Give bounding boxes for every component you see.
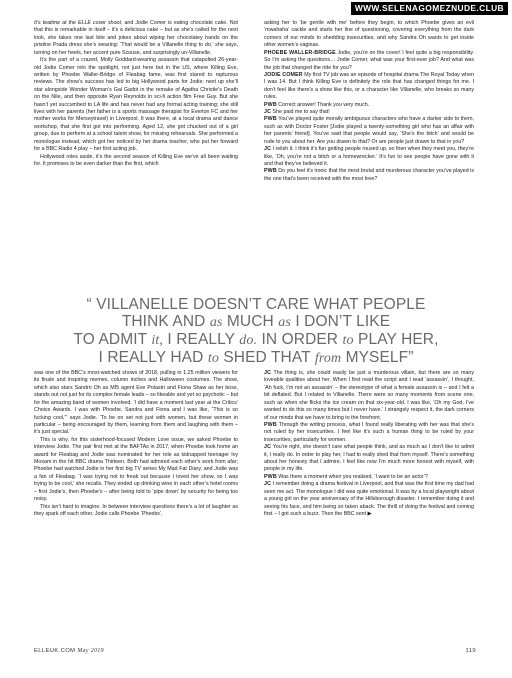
page-number: 119 bbox=[465, 648, 476, 654]
paragraph: It’s the part of a crazed, Molly Goddard-wearing assassin that catapulted 26-year-old Jodie Comer into the spotlight, not just here but in the US, where Killing Eve, written by Phoebe Waller-Bridge of Fleabag fame, was first stared to rapturous reviews. The show’s success has led to big Hollywood parts for Jodie: next up she’ll star alongside Wonder Woman’s Gal Gadot in the remake of Agatha Christie’s Death on the Nile, and then opposite Ryan Reynolds in sci-fi action film Free Guy. But she hasn’t yet succumbed to LA life and has never had any formal acting training; she still lives with her parents (her father is a sports massage therapist for Everton FC and her mother works for Merseytravel) in Liverpool. It was there, at a local drama and dance workshop, that she first got into performing. Aged 12, she got chucked out of a girl group, due to perform at a school talent show, for missing rehearsals. She performed a monologue instead, which got her noticed by her drama teacher, who put her forward for a BBC Radio 4 play – her first acting job. bbox=[34, 57, 238, 153]
article-column-top-left bbox=[34, 20, 238, 168]
footer-issue-date: May 2019 bbox=[77, 648, 104, 654]
paragraph: Hollywood roles aside, it’s the second season of Killing Eve we’ve all been waiting for. It promises to be even darker than the first, which bbox=[34, 153, 238, 168]
qa-paragraph: JC She paid me to say that! bbox=[264, 109, 330, 116]
article-column-bottom-left bbox=[34, 370, 238, 518]
speaker-label: PWB bbox=[264, 168, 277, 175]
paragraph: was one of the BBC’s most-watched shows of 2018, pulling in 1.25 million viewers for its finale and inspiring memes, column inches and Halloween costumes. The show, which also stars Sandro Oh as MI5 agent Eve Polastri and Fiona Shaw as her boss, stands out not just for its complex female leads – so likeable and yet so psychotic – but for the amazing band of women involved. ‘I did have a moment last year at the Critics’ Choice Awards. I was with Phoebe, Sandra and Fiona and I was like, “This is so fucking cool,”’ says Jodie. ‘To be on set not just with women, but these women in particular – being encouraged by them, learning from them and laughing with them – it’s just special.’ bbox=[34, 370, 238, 436]
qa-paragraph: JODIE COMER My first TV job was an episode of hospital drama The Royal Today when I was 14. But I think Killing Eve is definitely the role that has changed things for me. I don’t feel like there’s a show like this, or a character like Villanelle, who breaks so many rules. bbox=[264, 71, 474, 101]
footer-brand: ELLEUK.COM bbox=[34, 648, 76, 654]
speaker-label: PWB bbox=[264, 116, 277, 123]
speaker-label: PWB bbox=[264, 421, 277, 428]
pull-quote-line: THINK AND as MUCH as I DON’T LIKE bbox=[121, 313, 391, 330]
speaker-label: PWB bbox=[264, 473, 277, 480]
qa-paragraph: PHOEBE WALLER-BRIDGE Jodie, you’re on the cover! I feel quite a big responsibility. So I’m asking the questions… Jodie Comer, what was your first-ever job? And what was the job that changed the ride for you? bbox=[264, 49, 474, 71]
lead-in: It’s teatime at the ELLE cover shoot, bbox=[34, 20, 123, 26]
speaker-label: PHOEBE WALLER-BRIDGE bbox=[264, 49, 336, 56]
speaker-label: JODIE COMER bbox=[264, 71, 303, 78]
qa-paragraph: JC The thing is, she could easily be just a murderous villain, but there are so many loveable qualities about her. When I first read the script and I read ‘assassin’, I thought, ‘Ah fuck, I’m not an assassin’ – the stereotype of what a female assassin is – and I felt a bit deflated. But I related to Villanelle. There were so many moments from scene one, such as when she flicks the ice cream on that six-year-old. I was like, ‘Oh my God, I’ve wanted to do this so many times but I never have.’ I strangely respect it, the dark corners of our minds that we have to bring to the forefront. bbox=[264, 370, 474, 421]
speaker-label: JC bbox=[264, 146, 272, 153]
qa-paragraph: PWB Through the writing process, what I found really liberating with her was that she’s not ruled by her insecurities. I feel like it’s such a human thing to be ruled by your insecurities, particularly for women. bbox=[264, 421, 474, 443]
qa-paragraph: PWB Do you feel it’s ironic that the most brutal and murderous character you’ve played is the one that’s been received with the most love? bbox=[264, 168, 474, 182]
paragraph: asking her to ‘be gentle with me’ before they begin, to which Phoebe gives an evil ‘mwahaha’ cackle and starts her line of questioning, covering everything from the dark corners of our minds to shedding insecurities, and why Sandra Oh wants to get inside other women’s vaginas. bbox=[264, 20, 474, 49]
article-column-top-right bbox=[264, 20, 474, 183]
article-column-bottom-right bbox=[264, 370, 474, 518]
qa-paragraph: JC I relish it. I think it’s fun getting people roused up, so then when they meet you, they’re like, ‘Oh, you’re not a bitch or a homewrecker.’ It’s fun to see people have gone with it and that they’ve believed it. bbox=[264, 146, 474, 168]
qa-paragraph: PWB You’ve played quite morally ambiguous characters who have a darker side to them, such as with Doctor Foster [Jodie played a twenty-something girl who has an affair with her parents’ friend]. You’ve said that people would say, ‘She’s the bitch’ and would be rude to you about her. Are you drawn to that? Or are people just drawn to that in you? bbox=[264, 116, 474, 145]
speaker-label: JC bbox=[264, 481, 272, 488]
watermark-banner: WWW.SELENAGOMEZNUDE.CLUB bbox=[351, 2, 508, 15]
pull-quote-line: TO ADMIT it, I REALLY do. IN ORDER to PLAY HER, bbox=[73, 331, 439, 348]
paragraph: This is why, for this sisterhood-focused Modern Love issue, we asked Phoebe to interview Jodie. The pair first met at the BAFTAs in 2017, when Phoebe took home an award for Fleabag and Jodie was nominated for her role as kidnapped teenager Ivy Moxam in the hit BBC drama Thirteen. Both had admired each other’s work from afar; Phoebe had watched Jodie in her first big TV series My Mad Fat Diary, and Jodie was a fan of Fleabag. ‘I was trying not to freak out because I loved her show, so I was trying to be cool,’ she recalls. They ended up drinking wine in each other’s hotel rooms – first Jodie’s, then Phoebe’s – after being told to ‘pipe down’ by security for being too noisy. bbox=[34, 436, 238, 503]
page-footer bbox=[34, 648, 476, 654]
pull-quote-line: I REALLY HAD to SHED THAT from MYSELF” bbox=[98, 349, 414, 366]
paragraph: This isn’t hard to imagine. In between interview questions there’s a lot of laughter as they spark off each other. Jodie calls Phoebe ‘Pheebs’, bbox=[34, 503, 238, 518]
qa-paragraph: JC I remember doing a drama festival in Liverpool, and that was the first time my dad had seen me act. The monologue I did was quite emotional. It was by a local playwright about a young girl on the year anniversary of the Hillsborough disaster. I remember doing it and seeing his face, and him being so taken aback. The thrill of doing the festival and coming first – I got such a buzz. Then the BBC sent ▶ bbox=[264, 481, 474, 518]
qa-paragraph: PWB Correct answer! Thank you very much. bbox=[264, 101, 370, 108]
qa-paragraph: JC You’re right, she doesn’t care what people think, and as much as I don’t like to admit it, I really do. In order to play her, I had to really shed that from myself. There’s something about her honesty that I admire. I feel like now I’m much more honest with myself, with people in my life. bbox=[264, 444, 474, 473]
speaker-label: PWB bbox=[264, 101, 277, 108]
pull-quote bbox=[40, 296, 472, 367]
speaker-label: JC bbox=[264, 444, 272, 451]
speaker-label: JC bbox=[264, 370, 272, 376]
speaker-label: JC bbox=[264, 109, 272, 116]
qa-paragraph: PWB Was there a moment when you realised, ‘I want to be an actor’? bbox=[264, 473, 428, 480]
paragraph: It’s teatime at the ELLE cover shoot, and Jodie Comer is eating chocolate cake. Not that this is remarkable in itself – it’s a delicious cake – but as she’s called for the next look, she takes one last bite and jokes about wiping her chocolatey hands on the pristine Prada dress she’s wearing: ‘That would be a Villanelle thing to do,’ she says, turning on her heels, her accent pure Scouse, and surprisingly un-Villanelle. bbox=[34, 20, 238, 56]
pull-quote-line: “ VILLANELLE DOESN’T CARE WHAT PEOPLE bbox=[86, 296, 426, 313]
